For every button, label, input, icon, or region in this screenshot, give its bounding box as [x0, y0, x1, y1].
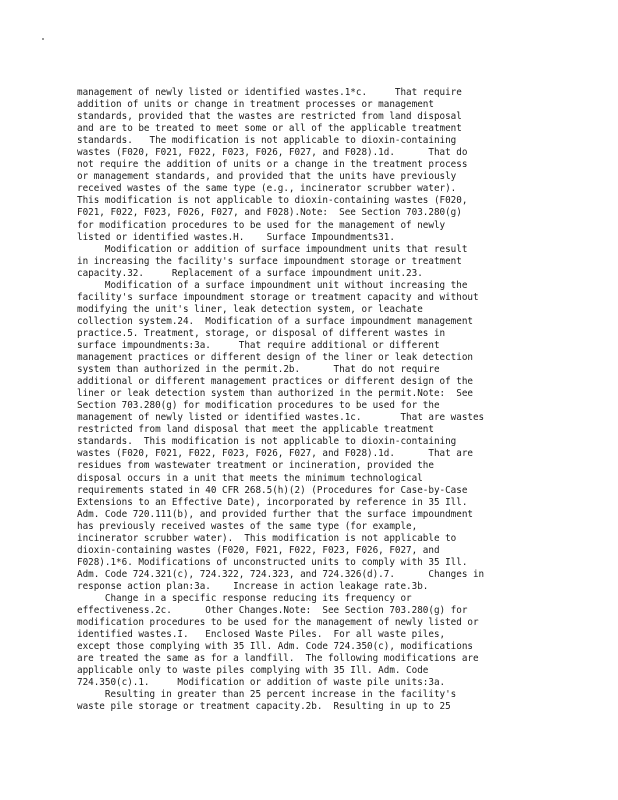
text-line: identified wastes.I. Enclosed Waste Piles. For all waste piles, [77, 629, 446, 641]
text-line: response action plan:3a. Increase in action leakage rate.3b. [77, 580, 429, 592]
text-line: standards, provided that the wastes are restricted from land disposal [77, 111, 462, 123]
document-body [77, 87, 545, 713]
text-line: standards. This modification is not applicable to dioxin-containing [77, 436, 457, 448]
text-line: liner or leak detection system than authorized in the permit.Note: See [77, 388, 473, 400]
text-line: Modification or addition of surface impoundment units that result [77, 243, 468, 255]
text-line: requirements stated in 40 CFR 268.5(h)(2) (Procedures for Case-by-Case [77, 484, 468, 496]
text-line: This modification is not applicable to dioxin-containing wastes (F020, [77, 195, 468, 207]
text-line: modification procedures to be used for the management of newly listed or [77, 617, 479, 629]
text-line: waste pile storage or treatment capacity.2b. Resulting in up to 25 [77, 701, 451, 713]
text-line: Section 703.280(g) for modification procedures to be used for the [77, 400, 440, 412]
text-line: surface impoundments:3a. That require additional or different [77, 339, 440, 351]
text-line: except those complying with 35 Ill. Adm. Code 724.350(c), modifications [77, 641, 473, 653]
text-line: dioxin-containing wastes (F020, F021, F022, F023, F026, F027, and [77, 544, 440, 556]
text-line: F021, F022, F023, F026, F027, and F028).Note: See Section 703.280(g) [77, 207, 462, 219]
text-line: 724.350(c).1. Modification or addition of waste pile units:3a. [77, 677, 446, 689]
text-line: restricted from land disposal that meet the applicable treatment [77, 424, 434, 436]
text-line: residues from wastewater treatment or incineration, provided the [77, 460, 434, 472]
text-line: system than authorized in the permit.2b. That do not require [77, 364, 440, 376]
text-line: incinerator scrubber water). This modification is not applicable to [77, 532, 457, 544]
text-line: collection system.24. Modification of a surface impoundment management [77, 315, 473, 327]
text-line: capacity.32. Replacement of a surface impoundment unit.23. [77, 267, 423, 279]
text-line: F028).1*6. Modifications of unconstructed units to comply with 35 Ill. [77, 556, 468, 568]
text-line: management of newly listed or identified wastes.1c. That are wastes [77, 412, 485, 424]
text-line: wastes (F020, F021, F022, F023, F026, F027, and F028).1d. That do [77, 147, 468, 159]
text-line: modifying the unit's liner, leak detection system, or leachate [77, 303, 423, 315]
text-line: Adm. Code 720.111(b), and provided further that the surface impoundment [77, 508, 473, 520]
text-line: practice.5. Treatment, storage, or disposal of different wastes in [77, 327, 446, 339]
text-line: has previously received wastes of the same type (for example, [77, 520, 418, 532]
text-line: Extensions to an Effective Date), incorporated by reference in 35 Ill. [77, 496, 468, 508]
text-line: in increasing the facility's surface impoundment storage or treatment [77, 255, 462, 267]
text-line: additional or different management practices or different design of the [77, 376, 473, 388]
text-line: disposal occurs in a unit that meets the minimum technological [77, 472, 423, 484]
text-line: or management standards, and provided that the units have previously [77, 171, 457, 183]
scan-speck [42, 38, 44, 40]
text-line: Change in a specific response reducing its frequency or [77, 592, 412, 604]
text-line: for modification procedures to be used for the management of newly [77, 219, 446, 231]
text-line: facility's surface impoundment storage or treatment capacity and without [77, 291, 479, 303]
text-line: management of newly listed or identified wastes.1*c. That require [77, 87, 462, 98]
text-line: addition of units or change in treatment processes or management [77, 99, 434, 111]
text-line: and are to be treated to meet some or all of the applicable treatment [77, 123, 462, 135]
text-line: received wastes of the same type (e.g., incinerator scrubber water). [77, 183, 457, 195]
text-line: Resulting in greater than 25 percent increase in the facility's [77, 689, 457, 701]
text-line: effectiveness.2c. Other Changes.Note: See Section 703.280(g) for [77, 605, 468, 617]
text-line: are treated the same as for a landfill. The following modifications are [77, 653, 479, 665]
text-line: wastes (F020, F021, F022, F023, F026, F027, and F028).1d. That are [77, 448, 473, 460]
text-line: standards. The modification is not applicable to dioxin-containing [77, 135, 457, 147]
text-line: applicable only to waste piles complying with 35 Ill. Adm. Code [77, 665, 429, 677]
text-line: Modification of a surface impoundment unit without increasing the [77, 279, 468, 291]
text-line: Adm. Code 724.321(c), 724.322, 724.323, and 724.326(d).7. Changes in [77, 568, 485, 580]
text-line: management practices or different design of the liner or leak detection [77, 352, 473, 364]
text-line: listed or identified wastes.H. Surface Impoundments31. [77, 231, 395, 243]
text-line: not require the addition of units or a change in the treatment process [77, 159, 468, 171]
